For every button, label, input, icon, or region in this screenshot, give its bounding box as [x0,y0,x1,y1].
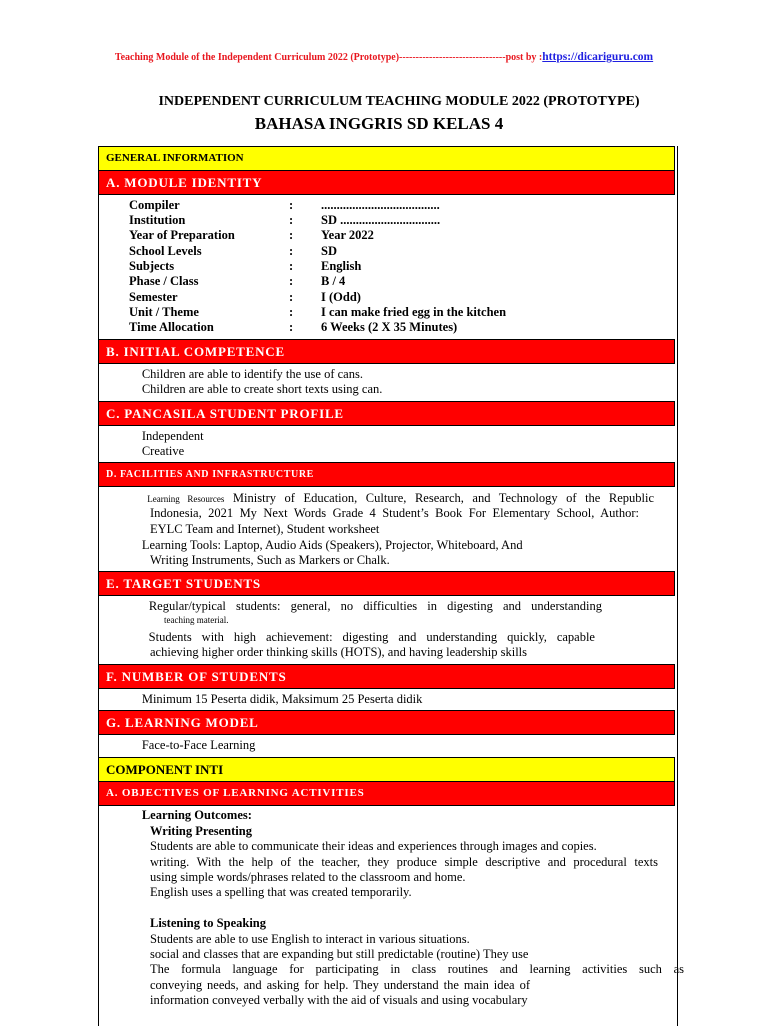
pancasila-header: C. PANCASILA STUDENT PROFILE [98,401,675,426]
list-item: Children are able to identify the use of cans. [129,367,351,381]
list-item: Regular/typical students: general, no difficulties in digesting and understanding [129,599,602,613]
listening-heading: Listening to Speaking [150,916,267,930]
text-line: English uses a spelling that was created temporarily. [150,885,412,899]
text-line: conveying needs, and asking for help. They understand the main idea of [150,978,530,992]
text-line: social and classes that are expanding but still predictable (routine) They use [150,947,529,961]
component-inti-header: COMPONENT INTI [98,757,675,782]
list-item-cont: teaching material. [164,615,229,625]
text-line: writing. With the help of the teacher, they produce simple descriptive and procedural texts [150,855,658,869]
text-line: using simple words/phrases related to the classroom and home. [150,870,466,884]
document-title: INDEPENDENT CURRICULUM TEACHING MODULE 2022 (PROTOTYPE) [158,94,640,109]
target-students-header: E. TARGET STUDENTS [98,571,675,596]
list-item: Learning Tools: Laptop, Audio Aids (Speakers), Projector, Whiteboard, And [129,538,510,552]
objectives-header: A. OBJECTIVES OF LEARNING ACTIVITIES [98,781,675,806]
header-line [0,51,768,63]
list-item: Creative [129,444,172,458]
facilities-header: D. FACILITIES AND INFRASTRUCTURE [98,462,675,487]
text-line: The formula language for participating in class routines and learning activities such as [150,962,684,976]
text-line: information conveyed verbally with the aid of visuals and using vocabulary [150,993,528,1007]
list-item-cont: Indonesia, 2021 My Next Words Grade 4 Student’s Book For Elementary School, Author: [150,506,639,520]
list-item: Students with high achievement: digesting and understanding quickly, capable [129,630,595,644]
module-identity-header: A. MODULE IDENTITY [98,170,675,195]
document-subtitle: BAHASA INGGRIS SD KELAS 4 [254,114,504,133]
header-link[interactable]: https://dicariguru.com [542,51,654,63]
number-students-header: F. NUMBER OF STUDENTS [98,664,675,689]
text-line: Students are able to communicate their ideas and experiences through images and copies. [150,839,597,853]
list-item: Learning Resources Ministry of Education, Culture, Research, and Technology of the Republic [129,491,654,505]
text-line: Students are able to use English to interact in various situations. [150,932,470,946]
header-text: Teaching Module of the Independent Curriculum 2022 (Prototype)--------------------------------post by : [114,52,543,63]
writing-heading: Writing Presenting [150,824,252,838]
list-item: Independent [129,429,191,443]
learning-outcomes-label: Learning Outcomes: [129,808,240,822]
list-item: Face-to-Face Learning [129,738,243,752]
initial-competence-header: B. INITIAL COMPETENCE [98,339,675,364]
general-info-header: GENERAL INFORMATION [98,146,675,171]
list-item-cont: achieving higher order thinking skills (HOTS), and having leadership skills [150,645,528,659]
list-item-cont: Writing Instruments, Such as Markers or Chalk. [150,553,390,567]
learning-model-header: G. LEARNING MODEL [98,710,675,735]
list-item-cont: EYLC Team and Internet), Student worksheet [150,522,380,536]
list-item: Minimum 15 Peserta didik, Maksimum 25 Peserta didik [129,692,410,706]
document-page: Teaching Module of the Independent Curriculum 2022 (Prototype)--------------------------------post by :https://dicariguru.com INDEPENDENT CURRICULUM TEACHING MODULE 2022 (PROTOTYPE) BAHASA INGGRIS SD KELAS 4 GENERAL INFORMATION A. MODULE IDENTITY Compiler : ...................................... Institution : SD ................................ Year of Preparation : Year 2022 School Levels : SD Subjects : English Phase / Class : B / 4 Semester : I (Odd) Unit / Theme : I can make fried egg in the kitchen Time Allocation : 6 Weeks (2 X 35 Minutes) B. INITIAL COMPETENCE Children are able to identify the use of cans. Children are able to create short texts using can. C. PANCASILA STUDENT PROFILE Independent Creative D. FACILITIES AND INFRASTRUCTURE Learning Resources Ministry of Education, Culture, Research, and Technology of the Republic Indonesia, 2021 My Next Words Grade 4 Student’s Book For Elementary School, Author: EYLC Team and Internet), Student worksheet Learning Tools: Laptop, Audio Aids (Speakers), Projector, Whiteboard, And Writing Instruments, Such as Markers or Chalk. E. TARGET STUDENTS Regular/typical students: general, no difficulties in digesting and understanding teaching material. Students with high achievement: digesting and understanding quickly, capable achieving higher order thinking skills (HOTS), and having leadership skills F. NUMBER OF STUDENTS Minimum 15 Peserta didik, Maksimum 25 Peserta didik G. LEARNING MODEL Face-to-Face Learning COMPONENT INTI A. OBJECTIVES OF LEARNING ACTIVITIES Learning Outcomes: Writing Presenting Students are able to communicate their ideas and experiences through images and copies. writing. With the help of the teacher, they produce simple descriptive and procedural texts using simple words/phrases related to the classroom and home. English uses a spelling that was created temporarily. Listening to Speaking Students are able to use English to interact in various situations. social and classes that are expanding but still predictable (routine) They use The formula language for participating in class routines and learning activities such as conveying needs, and asking for help. They understand the main idea of information conveyed verbally with the aid of visuals and using vocabulary [0,0,768,1024]
list-item: Children are able to create short texts using can. [129,382,370,396]
